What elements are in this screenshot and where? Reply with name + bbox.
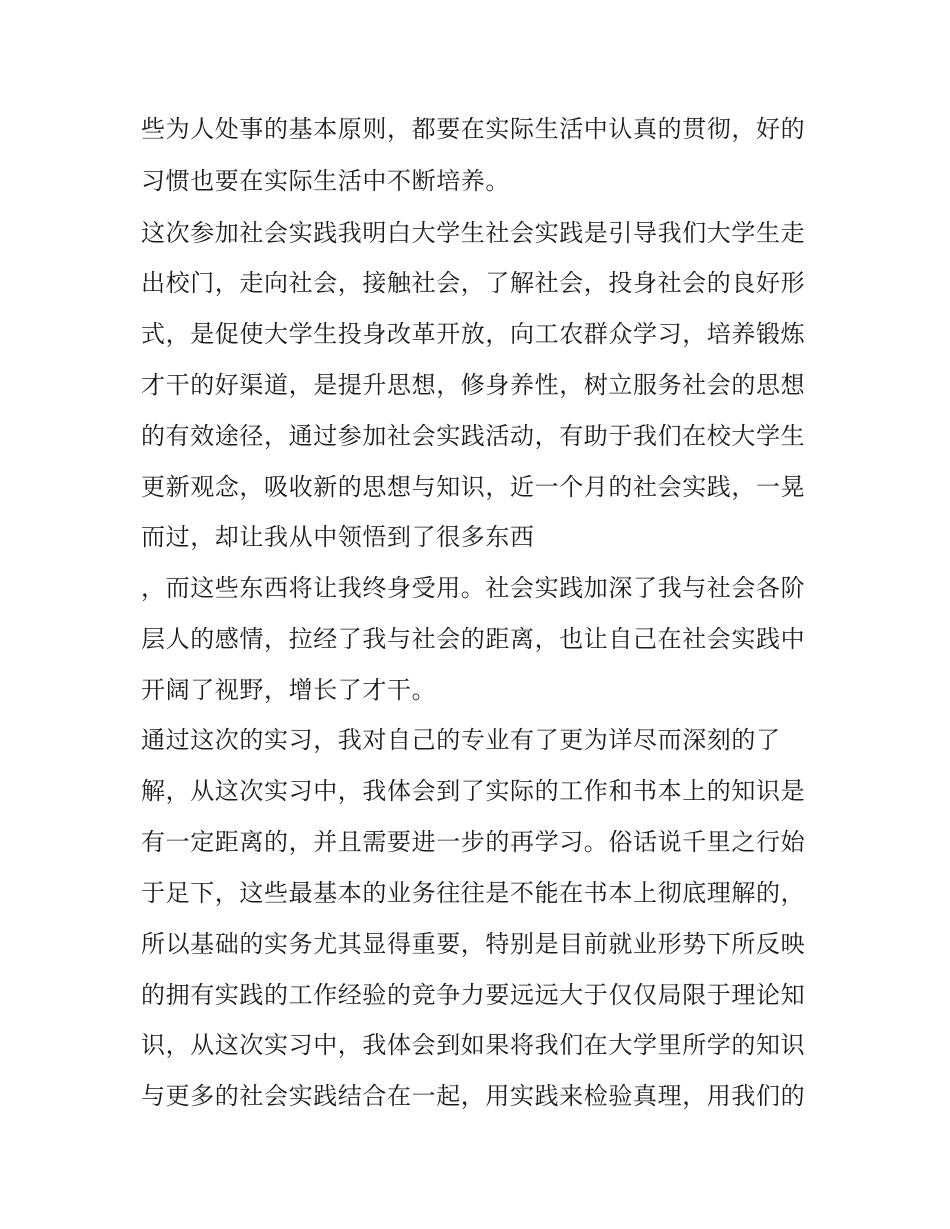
text-line: 些为人处事的基本原则，都要在实际生活中认真的贯彻，好的 [141,115,806,143]
text-line: 与更多的社会实践结合在一起，用实践来检验真理，用我们的 [141,1082,806,1110]
text-line: 所以基础的实务尤其显得重要，特别是目前就业形势下所反映 [141,930,806,958]
text-line: 有一定距离的，并且需要进一步的再学习。俗话说千里之行始 [141,828,806,856]
text-line: 解，从这次实习中，我体会到了实际的工作和书本上的知识是 [141,777,806,805]
text-line: 更新观念，吸收新的思想与知识，近一个月的社会实践，一晃 [141,473,806,501]
text-line: 层人的感情，拉经了我与社会的距离，也让自己在社会实践中 [141,625,806,653]
text-line: 开阔了视野，增长了才干。 [141,676,437,704]
text-line: 这次参加社会实践我明白大学生社会实践是引导我们大学生走 [141,219,806,247]
text-line: 式，是促使大学生投身改革开放，向工农群众学习，培养锻炼 [141,320,806,348]
text-line: 而过，却让我从中领悟到了很多东西 [141,523,535,551]
text-line: 的有效途径，通过参加社会实践活动，有助于我们在校大学生 [141,422,806,450]
text-line: 于足下，这些最基本的业务往往是不能在书本上彻底理解的， [141,879,806,907]
text-line: 识，从这次实习中，我体会到如果将我们在大学里所学的知识 [141,1031,806,1059]
text-line: 才干的好渠道，是提升思想，修身养性，树立服务社会的思想 [141,371,806,399]
text-line: 出校门，走向社会，接触社会，了解社会，投身社会的良好形 [141,269,806,297]
text-line: 通过这次的实习，我对自己的专业有了更为详尽而深刻的了 [141,726,781,754]
text-line: 的拥有实践的工作经验的竞争力要远远大于仅仅局限于理论知 [141,981,806,1009]
text-line: 习惯也要在实际生活中不断培养。 [141,167,510,195]
text-line: ，而这些东西将让我终身受用。社会实践加深了我与社会各阶 [141,574,806,602]
